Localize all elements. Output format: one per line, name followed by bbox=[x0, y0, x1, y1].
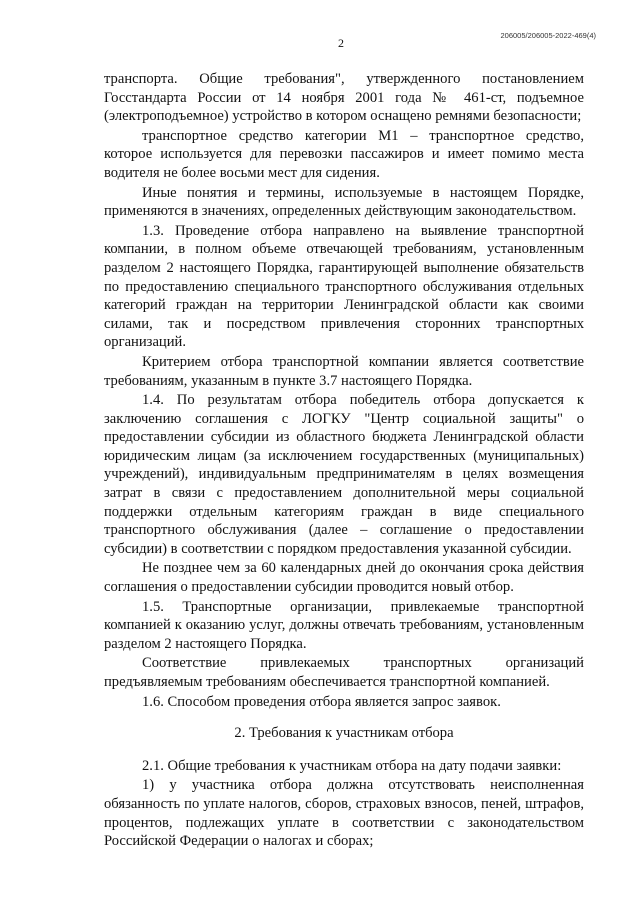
paragraph: 1.3. Проведение отбора направлено на выявление транспортной компании, в полном объеме отвечающей требованиям, установленным разделом 2 настоящего Порядка, гарантирующей выполнение обязательств по предоставлению специального транспортного обслуживания отдельных категорий граждан на территории Ленинградской области как своими силами, так и посредством привлечения сторонних транспортных организаций. bbox=[104, 222, 584, 351]
paragraph: 2.1. Общие требования к участникам отбора на дату подачи заявки: bbox=[142, 757, 562, 774]
section-heading: 2. Требования к участникам отбора bbox=[234, 725, 454, 742]
paragraph: 1.5. Транспортные организации, привлекаемые транспортной компанией к оказанию услуг, должны отвечать требованиям, установленным разделом 2 настоящего Порядка. bbox=[104, 598, 584, 652]
paragraph: транспорта. Общие требования", утвержденного постановлением Госстандарта России от 14 ноября 2001 года № 461-ст, подъемное (электроподъемное) устройство в котором оснащено ремнями безопасности; bbox=[104, 71, 584, 125]
paragraph: Соответствие привлекаемых транспортных организаций предъявляемым требованиям обеспечивается транспортной компанией. bbox=[104, 655, 584, 690]
paragraph: 1.4. По результатам отбора победитель отбора допускается к заключению соглашения с ЛОГКУ "Центр социальной защиты" о предоставлении субсидии из областного бюджета Ленинградской области юридическим лицам (за исключением государственных (муниципальных) учреждений), индивидуальным предпринимателям в целях возмещения затрат в связи с предоставлением дополнительной меры социальной поддержки отдельным категориям граждан в виде специального транспортного обслуживания (далее – соглашение о предоставлении субсидии) в соответствии с порядком предоставления указанной субсидии. bbox=[104, 392, 584, 557]
document-code: 206005/206005-2022-469(4) bbox=[500, 31, 596, 40]
paragraph: 1.6. Способом проведения отбора является запрос заявок. bbox=[142, 693, 501, 710]
document-body bbox=[104, 70, 584, 852]
paragraph: транспортное средство категории М1 – транспортное средство, которое используется для перевозки пассажиров и имеет помимо места водителя не более восьми мест для сидения. bbox=[104, 127, 584, 181]
page-number: 2 bbox=[338, 36, 344, 50]
paragraph: Не позднее чем за 60 календарных дней до окончания срока действия соглашения о предоставлении субсидии проводится новый отбор. bbox=[104, 560, 584, 596]
paragraph: 1) у участника отбора должна отсутствовать неисполненная обязанность по уплате налогов, сборов, страховых взносов, пеней, штрафов, процентов, подлежащих уплате в соответствии с законодательством Российской Федерации о налогах и сборах; bbox=[104, 777, 584, 850]
paragraph: Иные понятия и термины, используемые в настоящем Порядке, применяются в значениях, определенных действующим законодательством. bbox=[104, 184, 584, 220]
paragraph: Критерием отбора транспортной компании является соответствие требованиям, указанным в пункте 3.7 настоящего Порядка. bbox=[104, 353, 584, 389]
